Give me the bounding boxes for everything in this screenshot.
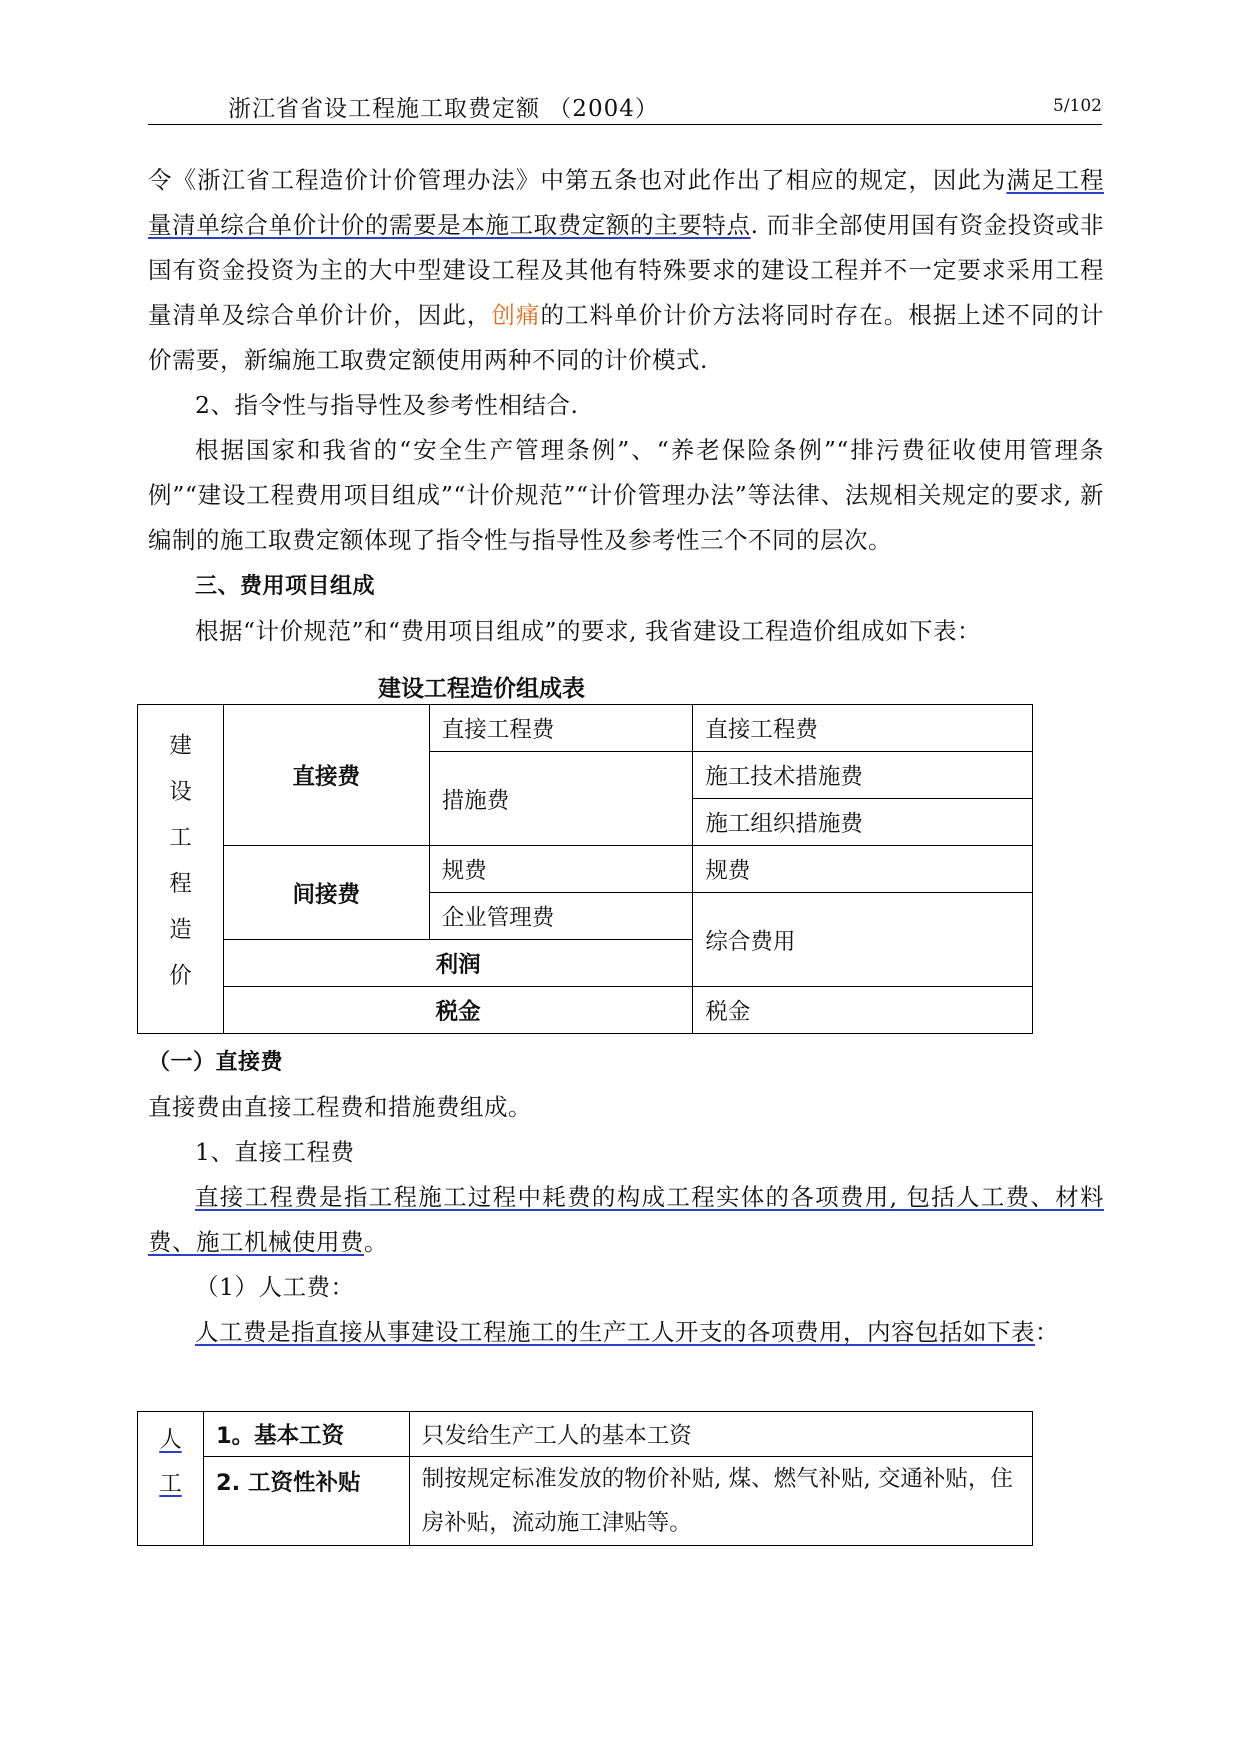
underlined-text: 人工费是指直接从事建设工程施工的生产工人开支的各项费用，内容包括如下表 [195, 1318, 1035, 1346]
side-char: 人 [159, 1427, 182, 1453]
paragraph-2: 根据国家和我省的“安全生产管理条例”、“养老保险条例”“排污费征收使用管理条例”“建设工程费用项目组成”“计价规范”“计价管理办法”等法律、法规相关规定的要求, 新编制的施工取费定额体现了指令性与指导性及参考性三个不同的层次。 [148, 436, 1104, 554]
direct-cost-section [148, 1039, 1104, 1355]
profit-cell: 利润 [223, 940, 692, 987]
tax-cell: 税金 [223, 987, 692, 1034]
table-cell: 制按规定标准发放的物价补贴, 煤、燃气补贴, 交通补贴，住房补贴，流动施工津贴等。 [409, 1457, 1032, 1546]
vert-char: 程 [169, 871, 192, 897]
table-cell: 综合费用 [693, 893, 1033, 987]
text-run: 令《浙江省工程造价计价管理办法》中第五条也对此作出了相应的规定，因此为 [148, 166, 1007, 194]
body-text [148, 158, 1104, 654]
vertical-label [138, 705, 224, 1034]
table-cell: 1。基本工资 [203, 1412, 409, 1457]
table-caption: 建设工程造价组成表 [378, 676, 585, 702]
text-run: . 而非全部使用国有资金投资或非国有资金投资为主的大中型建设工程及其他有特殊要求的建设工程并不一定要求采用工程量清单及综合单价计价，因此， [148, 211, 1104, 329]
section-heading [148, 563, 1104, 609]
side-label [138, 1412, 204, 1546]
indirect-cost-cell: 间接费 [223, 846, 429, 940]
table-cell: 施工组织措施费 [693, 799, 1033, 846]
labor-cost-table [137, 1411, 1033, 1546]
side-char: 工 [159, 1471, 182, 1497]
paragraph-3: 根据“计价规范”和“费用项目组成”的要求, 我省建设工程造价组成如下表： [195, 617, 981, 645]
item-2: 2、指令性与指导性及参考性相结合. [195, 391, 579, 419]
document-title: 浙江省省设工程施工取费定额 （2004） [228, 96, 659, 122]
page-header [148, 88, 1102, 125]
highlighted-text: 创痛 [491, 301, 541, 329]
vert-char: 建 [169, 733, 192, 759]
vert-char: 价 [169, 963, 192, 989]
direct-cost-cell: 直接费 [223, 705, 429, 846]
paragraph-6 [148, 1310, 1104, 1355]
section-title: 三、费用项目组成 [195, 574, 376, 599]
paragraph-4: 直接费由直接工程费和措施费组成。 [148, 1093, 532, 1121]
underlined-text: 满足工程量清单综合单价计价的需要是本施工取费定额的主要特点 [148, 166, 1105, 239]
table-cell: 2. 工资性补贴 [203, 1457, 409, 1546]
subheading-text: （一）直接费 [148, 1050, 284, 1075]
text-run: 的工料单价计价方法将同时存在。根据上述不同的计价需要，新编施工取费定额使用两种不同的计价模式. [148, 301, 1105, 374]
table-cell: 措施费 [429, 752, 693, 846]
table-cell: 企业管理费 [429, 893, 693, 940]
vert-char: 造 [169, 917, 192, 943]
vert-char: 工 [169, 825, 192, 851]
text-run: ： [1035, 1318, 1059, 1346]
table-cell: 只发给生产工人的基本工资 [409, 1412, 1032, 1457]
table-cell: 规费 [429, 846, 693, 893]
page-number: 5/102 [1053, 96, 1102, 116]
table-cell: 施工技术措施费 [693, 752, 1033, 799]
underlined-text: 直接工程费是指工程施工过程中耗费的构成工程实体的各项费用, 包括人工费、材料费、施工机械使用费 [148, 1183, 1104, 1256]
table-cell: 直接工程费 [693, 705, 1033, 752]
subheading [148, 1039, 1104, 1085]
item-labor: （1）人工费： [195, 1273, 355, 1301]
table-cell: 税金 [693, 987, 1033, 1034]
text-run: 。 [364, 1228, 388, 1256]
item-1: 1、直接工程费 [195, 1138, 355, 1166]
paragraph-1 [148, 158, 1104, 383]
paragraph-5 [148, 1175, 1104, 1265]
cost-composition-table [137, 704, 1033, 1034]
table-cell: 直接工程费 [429, 705, 693, 752]
vert-char: 设 [169, 779, 192, 805]
table-cell: 规费 [693, 846, 1033, 893]
